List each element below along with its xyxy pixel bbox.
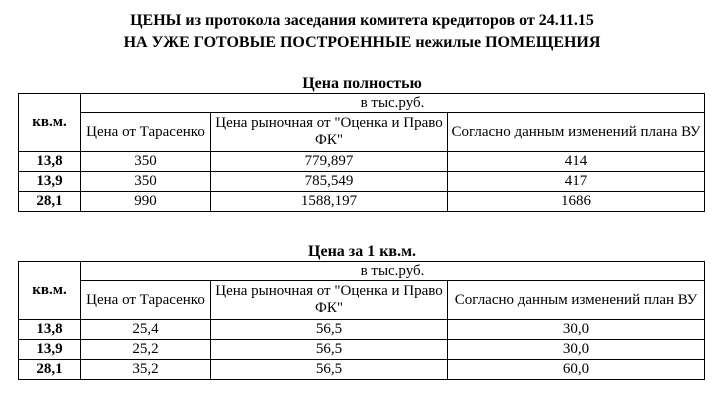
table1-header-area: кв.м. — [19, 94, 81, 152]
table2-market-cell: 56,5 — [211, 360, 448, 380]
table-row — [19, 172, 705, 192]
table2-area-cell: 13,8 — [19, 320, 81, 340]
table2-header-row — [19, 281, 705, 320]
table2-area-cell: 13,9 — [19, 340, 81, 360]
table1-plan-cell: 417 — [448, 172, 705, 192]
table1-header-plan: Согласно данным изменений плана ВУ — [448, 113, 705, 152]
table2-header-area: кв.м. — [19, 262, 81, 320]
table1-plan-cell: 414 — [448, 152, 705, 172]
document-title-line-2: НА УЖЕ ГОТОВЫЕ ПОСТРОЕННЫЕ нежилые ПОМЕЩЕНИЯ — [123, 34, 601, 51]
table1-full-price — [18, 93, 705, 212]
table2-tarasenko-cell: 25,2 — [81, 340, 211, 360]
table2-area-cell: 28,1 — [19, 360, 81, 380]
table1-tarasenko-cell: 990 — [81, 192, 211, 212]
table1-unit-label: в тыс.руб. — [81, 94, 705, 113]
table2-header-tarasenko: Цена от Тарасенко — [81, 281, 211, 320]
table1-caption: Цена полностью — [302, 75, 422, 92]
table1-market-cell: 1588,197 — [211, 192, 448, 212]
table2-plan-cell: 30,0 — [448, 340, 705, 360]
table1-header-market: Цена рыночная от "Оценка и Право ФК" — [211, 113, 448, 152]
table2-header-market: Цена рыночная от "Оценка и Право ФК" — [211, 281, 448, 320]
table1-market-cell: 779,897 — [211, 152, 448, 172]
table1-market-cell: 785,549 — [211, 172, 448, 192]
table2-caption: Цена за 1 кв.м. — [308, 243, 416, 260]
table2-header-plan: Согласно данным изменений план ВУ — [448, 281, 705, 320]
table1-header-tarasenko: Цена от Тарасенко — [81, 113, 211, 152]
table1-tarasenko-cell: 350 — [81, 172, 211, 192]
table2-tarasenko-cell: 25,4 — [81, 320, 211, 340]
table1-plan-cell: 1686 — [448, 192, 705, 212]
table1-header-row — [19, 113, 705, 152]
table-row — [19, 320, 705, 340]
table1-tarasenko-cell: 350 — [81, 152, 211, 172]
table2-unit-label: в тыс.руб. — [81, 262, 705, 281]
table-row — [19, 152, 705, 172]
table1-area-cell: 13,9 — [19, 172, 81, 192]
table-row — [19, 360, 705, 380]
table2-tarasenko-cell: 35,2 — [81, 360, 211, 380]
table-row — [19, 192, 705, 212]
table2-plan-cell: 30,0 — [448, 320, 705, 340]
document-title-line-1: ЦЕНЫ из протокола заседания комитета кредиторов от 24.11.15 — [130, 12, 594, 29]
table2-market-cell: 56,5 — [211, 320, 448, 340]
table1-area-cell: 13,8 — [19, 152, 81, 172]
table2-price-per-sqm — [18, 261, 705, 380]
table2-market-cell: 56,5 — [211, 340, 448, 360]
table2-plan-cell: 60,0 — [448, 360, 705, 380]
table-row — [19, 340, 705, 360]
table2-unit-row — [19, 262, 705, 281]
table1-area-cell: 28,1 — [19, 192, 81, 212]
table1-unit-row — [19, 94, 705, 113]
